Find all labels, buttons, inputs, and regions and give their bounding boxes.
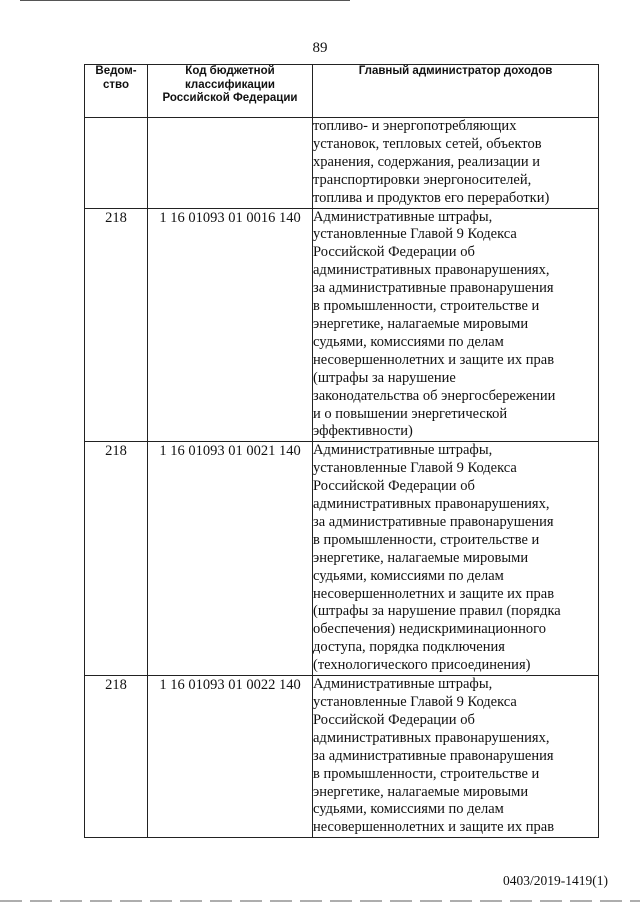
description-line: административных правонарушениях,	[313, 729, 550, 746]
admin-cell	[313, 676, 599, 838]
dept-cell: 218	[85, 208, 148, 442]
description-line: административных правонарушениях,	[313, 496, 550, 513]
description-line: за административные правонарушения	[313, 513, 554, 530]
dept-cell: 218	[85, 442, 148, 676]
description-line: несовершеннолетних и защите их прав	[313, 351, 555, 368]
description-line: в промышленности, строительстве и	[313, 298, 540, 315]
description-line: установок, тепловых сетей, объектов	[313, 135, 542, 152]
description-line: установленные Главой 9 Кодекса	[313, 460, 517, 477]
description-line: Административные штрафы,	[313, 208, 493, 225]
description-line: законодательства об энергосбережении	[313, 387, 556, 404]
description-line: транспортировки энергоносителей,	[313, 171, 532, 188]
table-row	[85, 118, 599, 209]
description-line: за административные правонарушения	[313, 747, 554, 764]
description-line: (штрафы за нарушение правил (порядка	[313, 603, 561, 620]
description-line: установленные Главой 9 Кодекса	[313, 694, 517, 710]
description-line: топлива и продуктов его переработки)	[313, 189, 550, 206]
description-line: энергетике, налагаемые мировыми	[313, 315, 529, 332]
description-line: эффективности)	[313, 423, 413, 440]
description-line: судьями, комиссиями по делам	[313, 567, 504, 584]
table-row	[85, 676, 599, 838]
description-line: топливо- и энергопотребляющих	[313, 118, 517, 134]
table-body	[85, 118, 599, 838]
dept-cell: 218	[85, 676, 148, 838]
description-line: (технологического присоединения)	[313, 657, 531, 674]
description-line: Российской Федерации об	[313, 244, 475, 261]
description-line: в промышленности, строительстве и	[313, 531, 540, 548]
bottom-rule	[0, 900, 640, 902]
code-cell: 1 16 01093 01 0016 140	[148, 208, 313, 442]
code-cell	[148, 118, 313, 209]
table-row	[85, 208, 599, 442]
description-line: (штрафы за нарушение	[313, 369, 456, 386]
description-line: энергетике, налагаемые мировыми	[313, 783, 529, 800]
description-line: хранения, содержания, реализации и	[313, 153, 541, 170]
description-line: доступа, порядка подключения	[313, 639, 505, 656]
description-line: энергетике, налагаемые мировыми	[313, 549, 529, 566]
description-line: Российской Федерации об	[313, 711, 475, 728]
description-line: судьями, комиссиями по делам	[313, 801, 504, 818]
dept-cell	[85, 118, 148, 209]
admin-cell	[313, 442, 599, 676]
admin-cell	[313, 208, 599, 442]
document-code: 0403/2019-1419(1)	[503, 873, 608, 888]
header-dept: Ведом- ство	[85, 65, 148, 118]
description-line: и о повышении энергетической	[313, 405, 508, 422]
description-line: установленные Главой 9 Кодекса	[313, 226, 517, 243]
code-cell: 1 16 01093 01 0021 140	[148, 442, 313, 676]
top-rule	[20, 0, 350, 1]
description-line: Административные штрафы,	[313, 442, 493, 459]
table-row	[85, 442, 599, 676]
description-line: Административные штрафы,	[313, 676, 493, 693]
header-admin: Главный администратор доходов	[313, 65, 599, 118]
description-line: за административные правонарушения	[313, 280, 554, 297]
description-line: судьями, комиссиями по делам	[313, 333, 504, 350]
description-line: в промышленности, строительстве и	[313, 765, 540, 782]
header-code: Код бюджетной классификации Российской Федерации	[148, 65, 313, 118]
table-header-row	[85, 65, 599, 118]
revenue-admin-table	[84, 64, 599, 838]
admin-cell	[313, 118, 599, 209]
description-line: несовершеннолетних и защите их прав	[313, 585, 555, 602]
description-line: Российской Федерации об	[313, 478, 475, 495]
description-line: административных правонарушениях,	[313, 262, 550, 279]
description-line: обеспечения) недискриминационного	[313, 621, 547, 638]
description-line: несовершеннолетних и защите их прав	[313, 819, 555, 836]
code-cell: 1 16 01093 01 0022 140	[148, 676, 313, 838]
page-number: 89	[312, 40, 328, 56]
